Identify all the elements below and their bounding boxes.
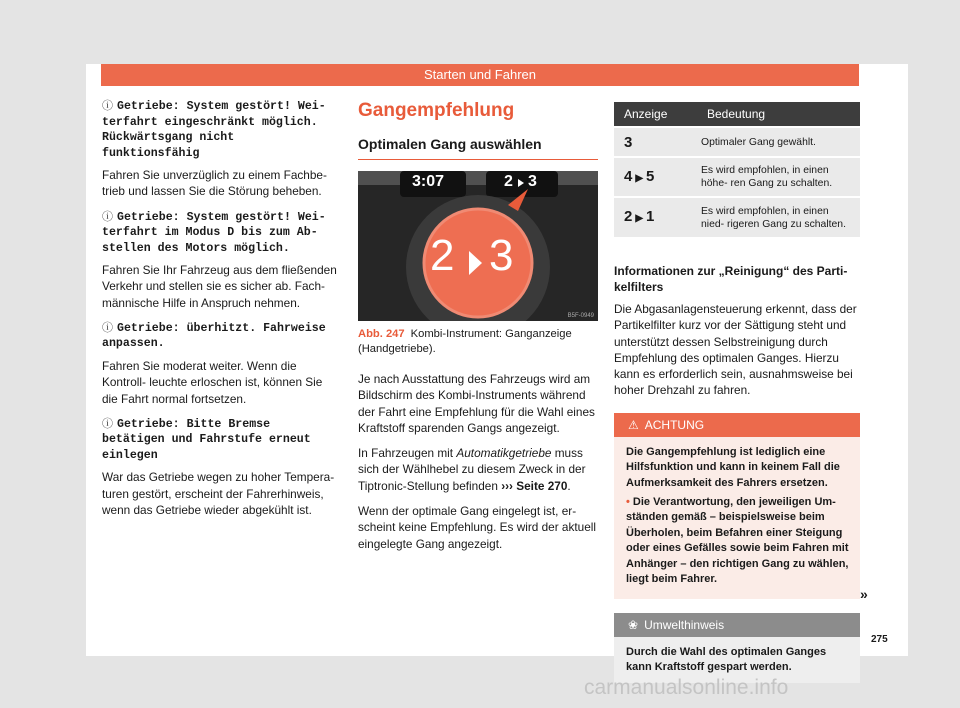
info-heading: Informationen zur „Reinigung“ des Parti- kelfilters [614,264,848,294]
caption-text: Kombi-Instrument: Ganganzeige (Handgetriebe). [358,328,572,355]
gear-big-from: 2 [430,231,455,280]
warning-triangle-icon: ⚠ [628,417,639,432]
warning-circle-icon: ⓘ [102,209,113,223]
figure-caption [358,327,598,357]
bullet-icon: • [626,496,630,508]
leaf-icon: ❀ [628,618,639,633]
table-row [614,157,860,197]
warning-circle-icon: ⓘ [102,416,113,430]
warning-text: Fahren Sie Ihr Fahrzeug aus dem fließenden Verkehr und stellen sie es sicher ab. Fach- männische Hilfe in Anspruch nehmen. [102,263,337,310]
dashboard-figure [358,171,598,321]
chapter-header: Starten und Fahren [101,64,859,86]
paragraph: Je nach Ausstattung des Fahrzeugs wird am Bildschirm des Kombi-Instruments während der Fahrt eine Empfehlung für die Wahl eines Kraftstoff sparenden Gangs angezeigt. [358,372,595,435]
page-number: 275 [871,634,888,645]
section-subtitle: Optimalen Gang auswählen [358,136,598,160]
warning-paragraph: Die Gangempfehlung ist lediglich eine Hilfsfunktion und kann in keinem Fall die Aufmerksamkeit des Fahrers ersetzen. [626,445,840,489]
page-reference-link[interactable]: ››› Seite 270 [501,478,568,493]
warning-heading: Getriebe: überhitzt. Fahrweise anpassen. [102,321,326,351]
warning-item [102,320,338,407]
table-row [614,127,860,157]
warning-text: Fahren Sie unverzüglich zu einem Fachbe- trieb und lassen Sie die Störung beheben. [102,168,327,199]
warning-circle-icon: ⓘ [102,320,113,334]
warning-item [102,416,338,518]
gear-description: Es wird empfohlen, in einen nied- rigeren Gang zu schalten. [697,197,860,237]
warning-heading: Getriebe: Bitte Bremse betätigen und Fahrstufe erneut einlegen [102,417,311,462]
instrument-cluster-illustration [358,171,598,321]
emphasis: Automatikgetriebe [456,446,552,461]
column-header: Bedeutung [697,102,860,127]
warning-text: Fahren Sie moderat weiter. Wenn die Kontroll- leuchte erloschen ist, können Sie die Fahrt normal fortsetzen. [102,358,323,406]
paragraph: In Fahrzeugen mit Automatikgetriebe muss sich der Wählhebel zu diesem Zweck in der Tiptronic-Stellung befinden ››› Seite 270. [358,446,586,493]
warning-circle-icon: ⓘ [102,99,113,112]
environment-box-header: ❀ Umwelthinweis [614,613,860,637]
caption-label: Abb. 247 [358,328,405,340]
gear-symbol: 2 ▶ 1 [614,197,697,237]
column-middle [358,98,598,561]
column-header: Anzeige [614,102,697,127]
section-title: Gangempfehlung [358,100,515,121]
gear-small-to: 3 [528,173,537,190]
continue-chevron: » [860,586,868,602]
environment-box [614,613,860,683]
table-header-row [614,102,860,127]
arrow-right-icon: ▶ [635,172,644,184]
gear-small-from: 2 [504,173,513,190]
figure-code: B5F-0949 [567,313,594,319]
warning-box-header: ⚠ ACHTUNG [614,413,860,437]
paragraph: Wenn der optimale Gang eingelegt ist, er- scheint keine Empfehlung. Es wird der aktuell eingelegte Gang angezeigt. [358,504,597,551]
warning-box-body [614,437,860,600]
gear-big-to: 3 [489,231,514,280]
column-left [102,98,338,527]
gear-symbol: 3 [614,127,697,157]
warning-item [102,209,338,311]
gear-description: Optimaler Gang gewählt. [697,127,860,157]
info-paragraph: Die Abgasanlagensteuerung erkennt, dass der Partikelfilter kurz vor der Sättigung steht und unterstützt dessen Selbstreinigung durch Empfehlung des optimalen Ganges. Hierzu kann es erforderlich sein, ausnahmsweise bei hoher Drehzahl zu fahren. [614,302,857,398]
warning-bullet: • Die Verantwortung, den jeweiligen Um- ständen gemäß – beispielsweise beim Überholen, beim Befahren einer Steigung oder eines Gefälles sowie beim Fahren mit Anhänger – den richtigen Gang zu wählen, liegt beim Fahrer. [626,496,849,586]
watermark: carmanualsonline.info [584,676,789,699]
warning-heading: Getriebe: System gestört! Wei- terfahrt eingeschränkt möglich. Rückwärtsgang nicht funktionsfähig [102,100,326,160]
arrow-right-icon: ▶ [635,213,644,224]
gear-indicator-table [614,102,860,237]
gear-symbol: 4 ▶ 5 [614,157,697,197]
warning-heading: Getriebe: System gestört! Wei- terfahrt im Modus D bis zum Ab- stellen des Motors möglich. [102,210,326,255]
gear-description: Es wird empfohlen, in einen höhe- ren Gang zu schalten. [697,157,860,197]
warning-box [614,413,860,600]
column-right [614,102,860,683]
table-row [614,197,860,237]
warning-item [102,98,338,200]
environment-box-body: Durch die Wahl des optimalen Ganges kann Kraftstoff gespart werden. [614,637,860,683]
clock-time: 3:07 [412,173,445,190]
warning-text: War das Getriebe wegen zu hoher Tempera- turen gestört, erscheint der Fahrerhinweis, wenn das Getriebe wieder abgekühlt ist. [102,470,335,517]
